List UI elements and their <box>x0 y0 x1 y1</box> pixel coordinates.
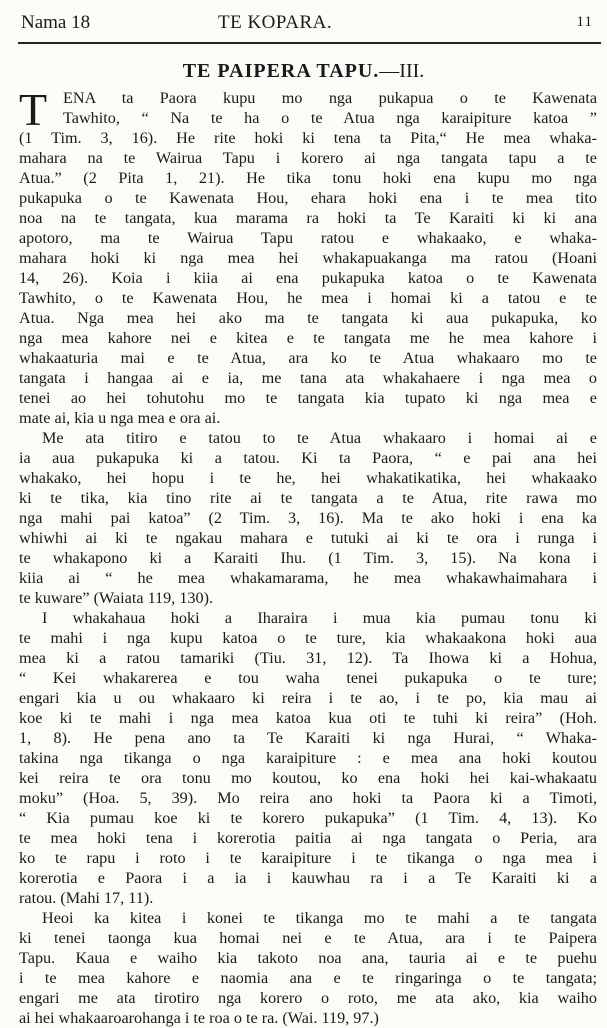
text-line: te whakapono ki a Karaiti Ihu. (1 Tim. 3, 15). Na kona i <box>19 549 597 567</box>
text-line: mate ai, kia u nga mea e ora ai. <box>19 409 221 427</box>
text-line: (1 Tim. 3, 16). He rite hoki ki tena ta Pita,“ He mea whaka- <box>19 129 597 147</box>
text-line: tangata i hangaa ai e ia, me tana ata whakahaere i nga mea o <box>19 369 597 387</box>
header-rule <box>18 42 601 44</box>
text-line: te mahi i nga kupu katoa o te ture, kia whakaakona hoki aua <box>19 629 597 647</box>
text-line: ki tenei taonga kua homai nei e te Atua, ara i te Paipera <box>19 929 597 947</box>
text-line: te kuware” (Waiata 119, 130). <box>19 589 214 607</box>
text-line: Tapu. Kaua e waiho kia takoto noa ana, tauria ai e te puehu <box>19 949 597 967</box>
text-line: 1, 8). He pena ano ta Te Karaiti ki nga Hurai, “ Whaka- <box>19 729 597 747</box>
text-line: ki te tika, kia tino rite ai te tangata a te Atua, rite rawa mo <box>19 489 597 507</box>
issue-number: Nama 18 <box>21 12 91 33</box>
text-line: nga mahi pai katoa” (2 Tim. 3, 16). Ma te ako hoki i ena ka <box>19 509 597 527</box>
text-line: “ Kei whakarerea e tou waha tenei pukapuka o te ture; <box>19 669 597 687</box>
drop-cap: T <box>19 84 48 135</box>
text-line: whakako, hei hopu i te he, hei whakatikatika, hei whakaako <box>19 469 597 487</box>
text-line: i te mea kahore e naomia ana e te ringaringa o te tangata; <box>19 969 597 987</box>
publication-title: TE KOPARA. <box>218 12 333 33</box>
text-line: ia aua pukapuka ki a tatou. Ki ta Paora, “ e pai ana hei <box>19 449 597 467</box>
text-line: ai hei whakaaroarohanga i te roa o te ra. (Wai. 119, 97.) <box>19 1009 379 1027</box>
text-line: I whakahaua hoki a Iharaira i mua kia pumau tonu ki <box>42 609 597 627</box>
text-line: korerotia e Paora i a ia i kauwhau ra i a Te Karaiti ki a <box>19 869 597 887</box>
page-number: 11 <box>576 14 593 30</box>
text-line: takina nga tikanga o nga karaipiture : e mea ana hoki koutou <box>19 749 597 767</box>
text-line: noa na te tangata, kua marama ra hoki ta Te Karaiti ki ki ana <box>19 209 597 227</box>
text-line: Atua.” (2 Pita 1, 21). He tika tonu hoki ena kupu mo nga <box>19 169 597 187</box>
text-line: ko te rapu i roto i te karaipiture i te tikanga o nga mea i <box>19 849 597 867</box>
text-line: whiwhi ai ki te ngakau mahara e tutuki ai ki te ora i runga i <box>19 529 597 547</box>
text-line: Tawhito, “ Na te ha o te Atua nga karaipiture katoa ” <box>63 109 597 127</box>
text-line: mea ki a ratou tamariki (Tiu. 31, 12). Ta Ihowa ki a Hohua, <box>19 649 597 667</box>
text-line: koe ki te mahi i nga mea katoa kua oti te tuhi ki reira” (Hoh. <box>19 709 597 727</box>
text-line: moku” (Hoa. 5, 39). Mo reira ano hoki ta Paora ki a Timoti, <box>19 789 597 807</box>
text-line: mahara hoki ki nga mea hei whakapuakanga ma ratou (Hoani <box>19 249 597 267</box>
text-line: tenei ao hei tohutohu mo te tangata kia tupato ki nga mea e <box>19 389 597 407</box>
text-line: engari kia u ou whakaaro ki reira i te ao, i te po, kia mau ai <box>19 689 597 707</box>
text-line: “ Kia pumau koe ki te korero pukapuka” (1 Tim. 4, 13). Ko <box>19 809 597 827</box>
article-body <box>19 84 597 1028</box>
text-line: ENA ta Paora kupu mo nga pukapua o te Kawenata <box>63 89 597 107</box>
running-header <box>0 0 607 46</box>
text-line: whakaaturia mai e te Atua, ara ko te Atua whakaaro mo te <box>19 349 597 367</box>
text-line: Tawhito, o te Kawenata Hou, he mea i homai ki a tatou e te <box>19 289 597 307</box>
text-line: ratou. (Mahi 17, 11). <box>19 889 154 907</box>
text-line: te mea hoki tena i korerotia paitia ai nga tangata o Peria, ara <box>19 829 597 847</box>
text-line: Atua. Nga mea hei ako ma te tangata ki aua pukapuka, ko <box>19 309 597 327</box>
text-line: apotoro, ma te Wairua Tapu ratou e whakaako, e whaka- <box>19 229 597 247</box>
article-title-main: TE PAIPERA TAPU. <box>182 60 380 82</box>
text-line: mahara na te Wairua Tapu i korero ai nga tangata tapu a te <box>19 149 597 167</box>
text-line: Heoi ka kitea i konei te tikanga mo te mahi a te tangata <box>42 909 597 927</box>
text-line: kei reira te ora tonu mo koutou, ko ena hoki hei kai-whakaatu <box>19 769 597 787</box>
text-line: pukapuka o te Kawenata Hou, ehara hoki ena i te mea tito <box>19 189 597 207</box>
text-line: kiia ai “ he mea whakamarama, he mea whakawhaimahara i <box>19 569 597 587</box>
text-line: 14, 26). Koia i kiia ai ena pukapuka katoa o te Kawenata <box>19 269 597 287</box>
article-title-part: —III. <box>379 60 425 82</box>
text-line: engari me ata tirotiro nga korero o roto, me ata ako, kia waiho <box>19 989 597 1007</box>
text-line: Me ata titiro e tatou to te Atua whakaaro i homai ai e <box>42 429 597 447</box>
text-line: nga mea kahore nei e kitea e te tangata me he mea kahore i <box>19 329 597 347</box>
article-title <box>0 60 607 83</box>
